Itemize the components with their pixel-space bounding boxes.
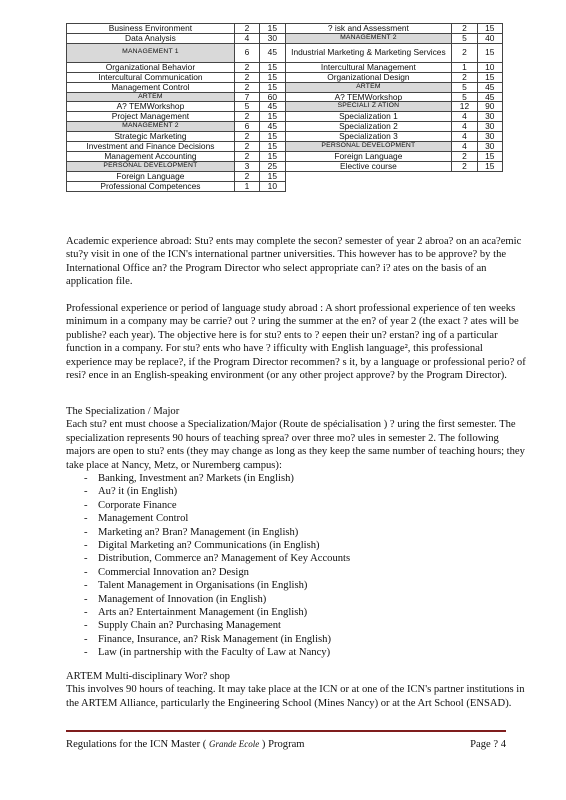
major-item: - Marketing an? Bran? Management (in English) xyxy=(66,526,526,539)
major-item: - Arts an? Entertainment Management (in English) xyxy=(66,606,526,619)
credits-cell: 4 xyxy=(452,132,477,142)
majors-list xyxy=(66,472,526,659)
table-row xyxy=(67,82,503,92)
section-header-cell: MANAGEMENT 1 xyxy=(67,43,235,62)
academic-text: Academic experience abroad: Stu? ents may complete the secon? semester of year 2 abroa? on an aca?emic stu?y visit in one of the ICN's international partner universities. This however has to be approve? by the International Office an? the Program Director who select appropriate can? i? ates on the basis of an application file. xyxy=(66,236,522,288)
hours-cell: 30 xyxy=(477,132,502,142)
table-row xyxy=(67,72,503,82)
major-item: - Law (in partnership with the Faculty of Law at Nancy) xyxy=(66,646,526,659)
credits-cell: 2 xyxy=(234,62,259,72)
table-row xyxy=(67,112,503,122)
course-cell: Elective course xyxy=(285,161,452,171)
hours-cell: 40 xyxy=(477,33,502,43)
major-item: - Distribution, Commerce an? Management of Key Accounts xyxy=(66,552,526,565)
table-row xyxy=(67,132,503,142)
footer-rule xyxy=(66,730,506,732)
empty-cell xyxy=(285,171,503,181)
table-row xyxy=(67,62,503,72)
major-item: - Commercial Innovation an? Design xyxy=(66,566,526,579)
specialization-text: Each stu? ent must choose a Specialization/Major (Route de spécialisation ) ? uring the first semester. The specialization represents 90 hours of teaching sprea? over three mo? ules in semester 2. The following majors are open to stu? ents (they may change as long as they keep the same number of teaching hours; they take place at Nancy, Metz, or Nuremberg campus): xyxy=(66,419,525,471)
credits-cell: 2 xyxy=(234,132,259,142)
table-row xyxy=(67,102,503,112)
page-number: Page ? 4 xyxy=(470,739,506,750)
hours-cell: 15 xyxy=(260,112,285,122)
hours-cell: 15 xyxy=(260,62,285,72)
credits-cell: 2 xyxy=(452,151,477,161)
professional-text: Professional experience or period of language study abroad : A short professional experience of ten weeks minimum in a company may be carrie? out ? uring the summer at the en? of year 2 (the exact ? ates will be publishe? each year). The objective here is for stu? ents to ? eepen their un? erstan? ing of a particular function in a company. For stu? ents who have ? ifficulty with English language², this professional experience may be replace?, if the Program Director recommen? s it, by a language or professional perio? of resi? ence in an English-speaking environment (or any other project approve? by the Program Director). xyxy=(66,303,526,382)
hours-cell: 30 xyxy=(477,142,502,152)
major-item: - Finance, Insurance, an? Risk Management (in English) xyxy=(66,633,526,646)
section-header-cell: MANAGEMENT 2 xyxy=(285,33,452,43)
curriculum-table xyxy=(66,23,503,192)
hours-cell: 15 xyxy=(260,132,285,142)
credits-cell: 5 xyxy=(234,102,259,112)
hours-cell: 15 xyxy=(477,24,502,34)
curriculum-grid xyxy=(66,23,503,192)
hours-cell: 15 xyxy=(477,72,502,82)
credits-cell: 2 xyxy=(452,161,477,171)
table-row xyxy=(67,151,503,161)
credits-cell: 5 xyxy=(452,82,477,92)
course-cell: Management Control xyxy=(67,82,235,92)
page-footer xyxy=(66,730,506,750)
course-cell: Investment and Finance Decisions xyxy=(67,142,235,152)
professional-paragraph xyxy=(66,302,526,382)
credits-cell: 2 xyxy=(452,24,477,34)
course-cell: A? TEMWorkshop xyxy=(67,102,235,112)
hours-cell: 10 xyxy=(477,62,502,72)
hours-cell: 45 xyxy=(260,122,285,132)
course-cell: Project Management xyxy=(67,112,235,122)
artem-text: This involves 90 hours of teaching. It may take place at the ICN or at one of the ICN's partner institutions in the ARTEM Alliance, particularly the Engineering School (Mines Nancy) or at the Art School (ENSAD). xyxy=(66,684,525,709)
credits-cell: 4 xyxy=(452,122,477,132)
hours-cell: 15 xyxy=(260,151,285,161)
hours-cell: 10 xyxy=(260,181,285,191)
footer-text xyxy=(66,739,506,750)
hours-cell: 30 xyxy=(477,112,502,122)
hours-cell: 15 xyxy=(260,72,285,82)
section-header-cell: PERSONAL DEVELOPMENT xyxy=(285,142,452,152)
specialization-title: The Specialization / Major xyxy=(66,406,180,417)
credits-cell: 2 xyxy=(234,82,259,92)
credits-cell: 6 xyxy=(234,43,259,62)
hours-cell: 45 xyxy=(477,82,502,92)
empty-cell xyxy=(285,181,503,191)
credits-cell: 2 xyxy=(452,43,477,62)
section-header-cell: MANAGEMENT 2 xyxy=(67,122,235,132)
course-cell: Business Environment xyxy=(67,24,235,34)
specialization-section xyxy=(66,405,526,660)
major-item: - Talent Management in Organisations (in English) xyxy=(66,579,526,592)
credits-cell: 1 xyxy=(452,62,477,72)
hours-cell: 30 xyxy=(260,33,285,43)
credits-cell: 2 xyxy=(234,24,259,34)
table-row xyxy=(67,181,503,191)
course-cell: Foreign Language xyxy=(67,171,235,181)
hours-cell: 60 xyxy=(260,92,285,102)
table-row xyxy=(67,92,503,102)
table-row xyxy=(67,122,503,132)
course-cell: Specialization 2 xyxy=(285,122,452,132)
major-item: - Supply Chain an? Purchasing Management xyxy=(66,619,526,632)
credits-cell: 5 xyxy=(452,33,477,43)
artem-title: ARTEM Multi-disciplinary Wor? shop xyxy=(66,671,230,682)
credits-cell: 4 xyxy=(234,33,259,43)
artem-section xyxy=(66,670,526,710)
course-cell: Specialization 3 xyxy=(285,132,452,142)
hours-cell: 15 xyxy=(477,43,502,62)
course-cell: Foreign Language xyxy=(285,151,452,161)
course-cell: Intercultural Communication xyxy=(67,72,235,82)
major-item: - Digital Marketing an? Communications (in English) xyxy=(66,539,526,552)
hours-cell: 30 xyxy=(477,122,502,132)
credits-cell: 12 xyxy=(452,102,477,112)
major-item: - Management of Innovation (in English) xyxy=(66,593,526,606)
course-cell: Intercultural Management xyxy=(285,62,452,72)
major-item: - Management Control xyxy=(66,512,526,525)
hours-cell: 45 xyxy=(260,43,285,62)
course-cell: Specialization 1 xyxy=(285,112,452,122)
section-header-cell: PERSONAL DEVELOPMENT xyxy=(67,161,235,171)
footer-title-italic: Grande Ecole xyxy=(209,739,260,749)
credits-cell: 2 xyxy=(234,142,259,152)
credits-cell: 3 xyxy=(234,161,259,171)
section-header-cell: ARTEM xyxy=(67,92,235,102)
table-row xyxy=(67,33,503,43)
credits-cell: 2 xyxy=(452,72,477,82)
footer-title-start: Regulations for the ICN Master ( xyxy=(66,739,207,750)
table-row xyxy=(67,171,503,181)
hours-cell: 15 xyxy=(477,151,502,161)
credits-cell: 2 xyxy=(234,151,259,161)
hours-cell: 45 xyxy=(260,102,285,112)
credits-cell: 4 xyxy=(452,142,477,152)
credits-cell: 4 xyxy=(452,112,477,122)
major-item: - Au? it (in English) xyxy=(66,485,526,498)
credits-cell: 2 xyxy=(234,112,259,122)
credits-cell: 2 xyxy=(234,72,259,82)
major-item: - Corporate Finance xyxy=(66,499,526,512)
course-cell: Data Analysis xyxy=(67,33,235,43)
credits-cell: 7 xyxy=(234,92,259,102)
section-header-cell: SPECIALI Z ATION xyxy=(285,102,452,112)
course-cell: Management Accounting xyxy=(67,151,235,161)
credits-cell: 2 xyxy=(234,171,259,181)
footer-title xyxy=(66,739,305,750)
credits-cell: 1 xyxy=(234,181,259,191)
hours-cell: 25 xyxy=(260,161,285,171)
course-cell: ? isk and Assessment xyxy=(285,24,452,34)
major-item: - Banking, Investment an? Markets (in English) xyxy=(66,472,526,485)
table-row xyxy=(67,24,503,34)
section-header-cell: ARTEM xyxy=(285,82,452,92)
footer-title-end: ) Program xyxy=(261,739,305,750)
table-row xyxy=(67,161,503,171)
hours-cell: 15 xyxy=(260,142,285,152)
table-row xyxy=(67,43,503,62)
course-cell: A? TEMWorkshop xyxy=(285,92,452,102)
course-cell: Organizational Behavior xyxy=(67,62,235,72)
academic-paragraph xyxy=(66,235,526,289)
hours-cell: 15 xyxy=(260,171,285,181)
hours-cell: 90 xyxy=(477,102,502,112)
course-cell: Organizational Design xyxy=(285,72,452,82)
credits-cell: 5 xyxy=(452,92,477,102)
course-cell: Strategic Marketing xyxy=(67,132,235,142)
course-cell: Professional Competences xyxy=(67,181,235,191)
hours-cell: 15 xyxy=(477,161,502,171)
credits-cell: 6 xyxy=(234,122,259,132)
hours-cell: 15 xyxy=(260,82,285,92)
table-row xyxy=(67,142,503,152)
hours-cell: 15 xyxy=(260,24,285,34)
course-cell: Industrial Marketing & Marketing Services xyxy=(285,43,452,62)
hours-cell: 45 xyxy=(477,92,502,102)
